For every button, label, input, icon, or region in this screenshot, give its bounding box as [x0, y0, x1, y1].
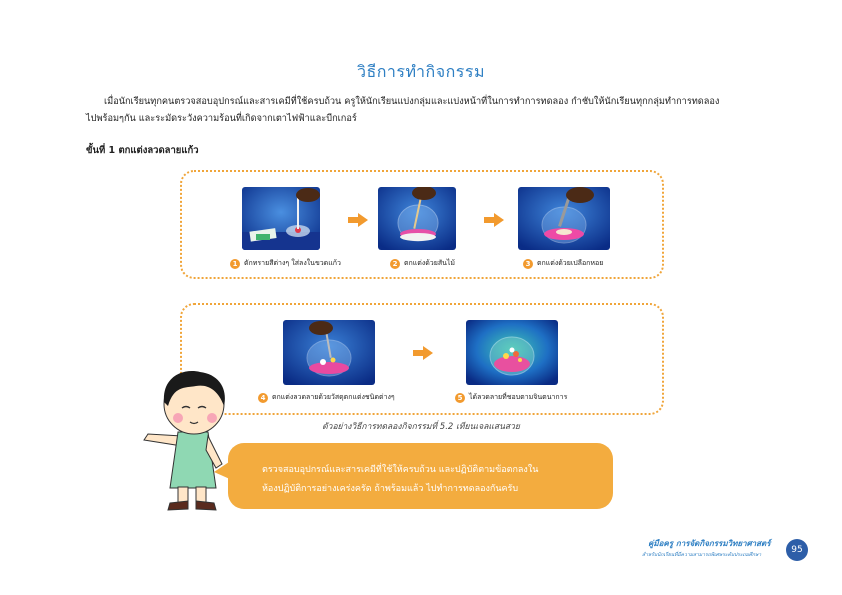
step-3-photo [518, 187, 610, 250]
arrow-right-icon [413, 345, 433, 364]
page-number-badge: 95 [786, 539, 808, 561]
arrow-right-icon [348, 212, 368, 231]
step-5-caption [455, 392, 567, 403]
step-caption-text: ได้ลวดลายที่ชอบตามจินตนาการ [469, 393, 568, 401]
step-heading: ขั้นที่ 1 ตกแต่งลวดลายแก้ว [86, 145, 199, 156]
step-number-badge: 1 [230, 259, 240, 269]
speech-bubble [228, 443, 613, 509]
step-caption-text: ตกแต่งลวดลายด้วยวัสดุตกแต่งชนิดต่างๆ [272, 393, 395, 401]
step-1-caption [230, 258, 341, 269]
speech-bubble-line-2: ห้องปฏิบัติการอย่างเคร่งครัด ถ้าพร้อมแล้ว ไปทำการทดลองกันครับ [262, 484, 519, 494]
step-caption-text: ตกแต่งด้วยเปลือกหอย [537, 259, 604, 267]
step-5-photo [466, 320, 558, 385]
step-4-caption [258, 392, 395, 403]
page-title: วิธีการทำกิจกรรม [356, 62, 486, 81]
arrow-right-icon [484, 212, 504, 231]
step-number-badge: 4 [258, 393, 268, 403]
footer-book-title: คู่มือครู การจัดกิจกรรมวิทยาศาสตร์ [648, 539, 771, 548]
step-number-badge: 5 [455, 393, 465, 403]
step-number-badge: 3 [523, 259, 533, 269]
footer-book-subtitle: สำหรับนักเรียนที่มีความสามารถพิเศษระดับประถมศึกษา [642, 552, 762, 558]
cartoon-boy-illustration [138, 366, 238, 520]
step-2-photo [378, 187, 456, 250]
step-caption-text: ตักทรายสีต่างๆ ใส่ลงในขวดแก้ว [244, 259, 341, 267]
speech-bubble-tail [214, 460, 232, 484]
step-caption-text: ตกแต่งด้วยสันไม้ [404, 259, 456, 267]
intro-paragraph-line-1: เมื่อนักเรียนทุกคนตรวจสอบอุปกรณ์และสารเคมีที่ใช้ครบถ้วน ครูให้นักเรียนแบ่งกลุ่มและแบ่งหน้าที่ในการทำการทดลอง กำชับให้นักเรียนทุกกลุ่มทำการทดลอง [104, 96, 720, 107]
step-1-photo [242, 187, 320, 250]
step-4-photo [283, 320, 375, 385]
step-number-badge: 2 [390, 259, 400, 269]
step-3-caption [523, 258, 603, 269]
step-2-caption [390, 258, 455, 269]
intro-paragraph-line-2: ไปพร้อมๆกัน และระมัดระวังความร้อนที่เกิดจากเตาไฟฟ้าและบีกเกอร์ [86, 113, 357, 124]
speech-bubble-line-1: ตรวจสอบอุปกรณ์และสารเคมีที่ใช้ให้ครบถ้วน และปฏิบัติตามข้อตกลงใน [262, 465, 539, 475]
figure-caption: ตัวอย่างวิธีการทดลองกิจกรรมที่ 5.2 เทียนเจลแสนสวย [322, 422, 520, 432]
